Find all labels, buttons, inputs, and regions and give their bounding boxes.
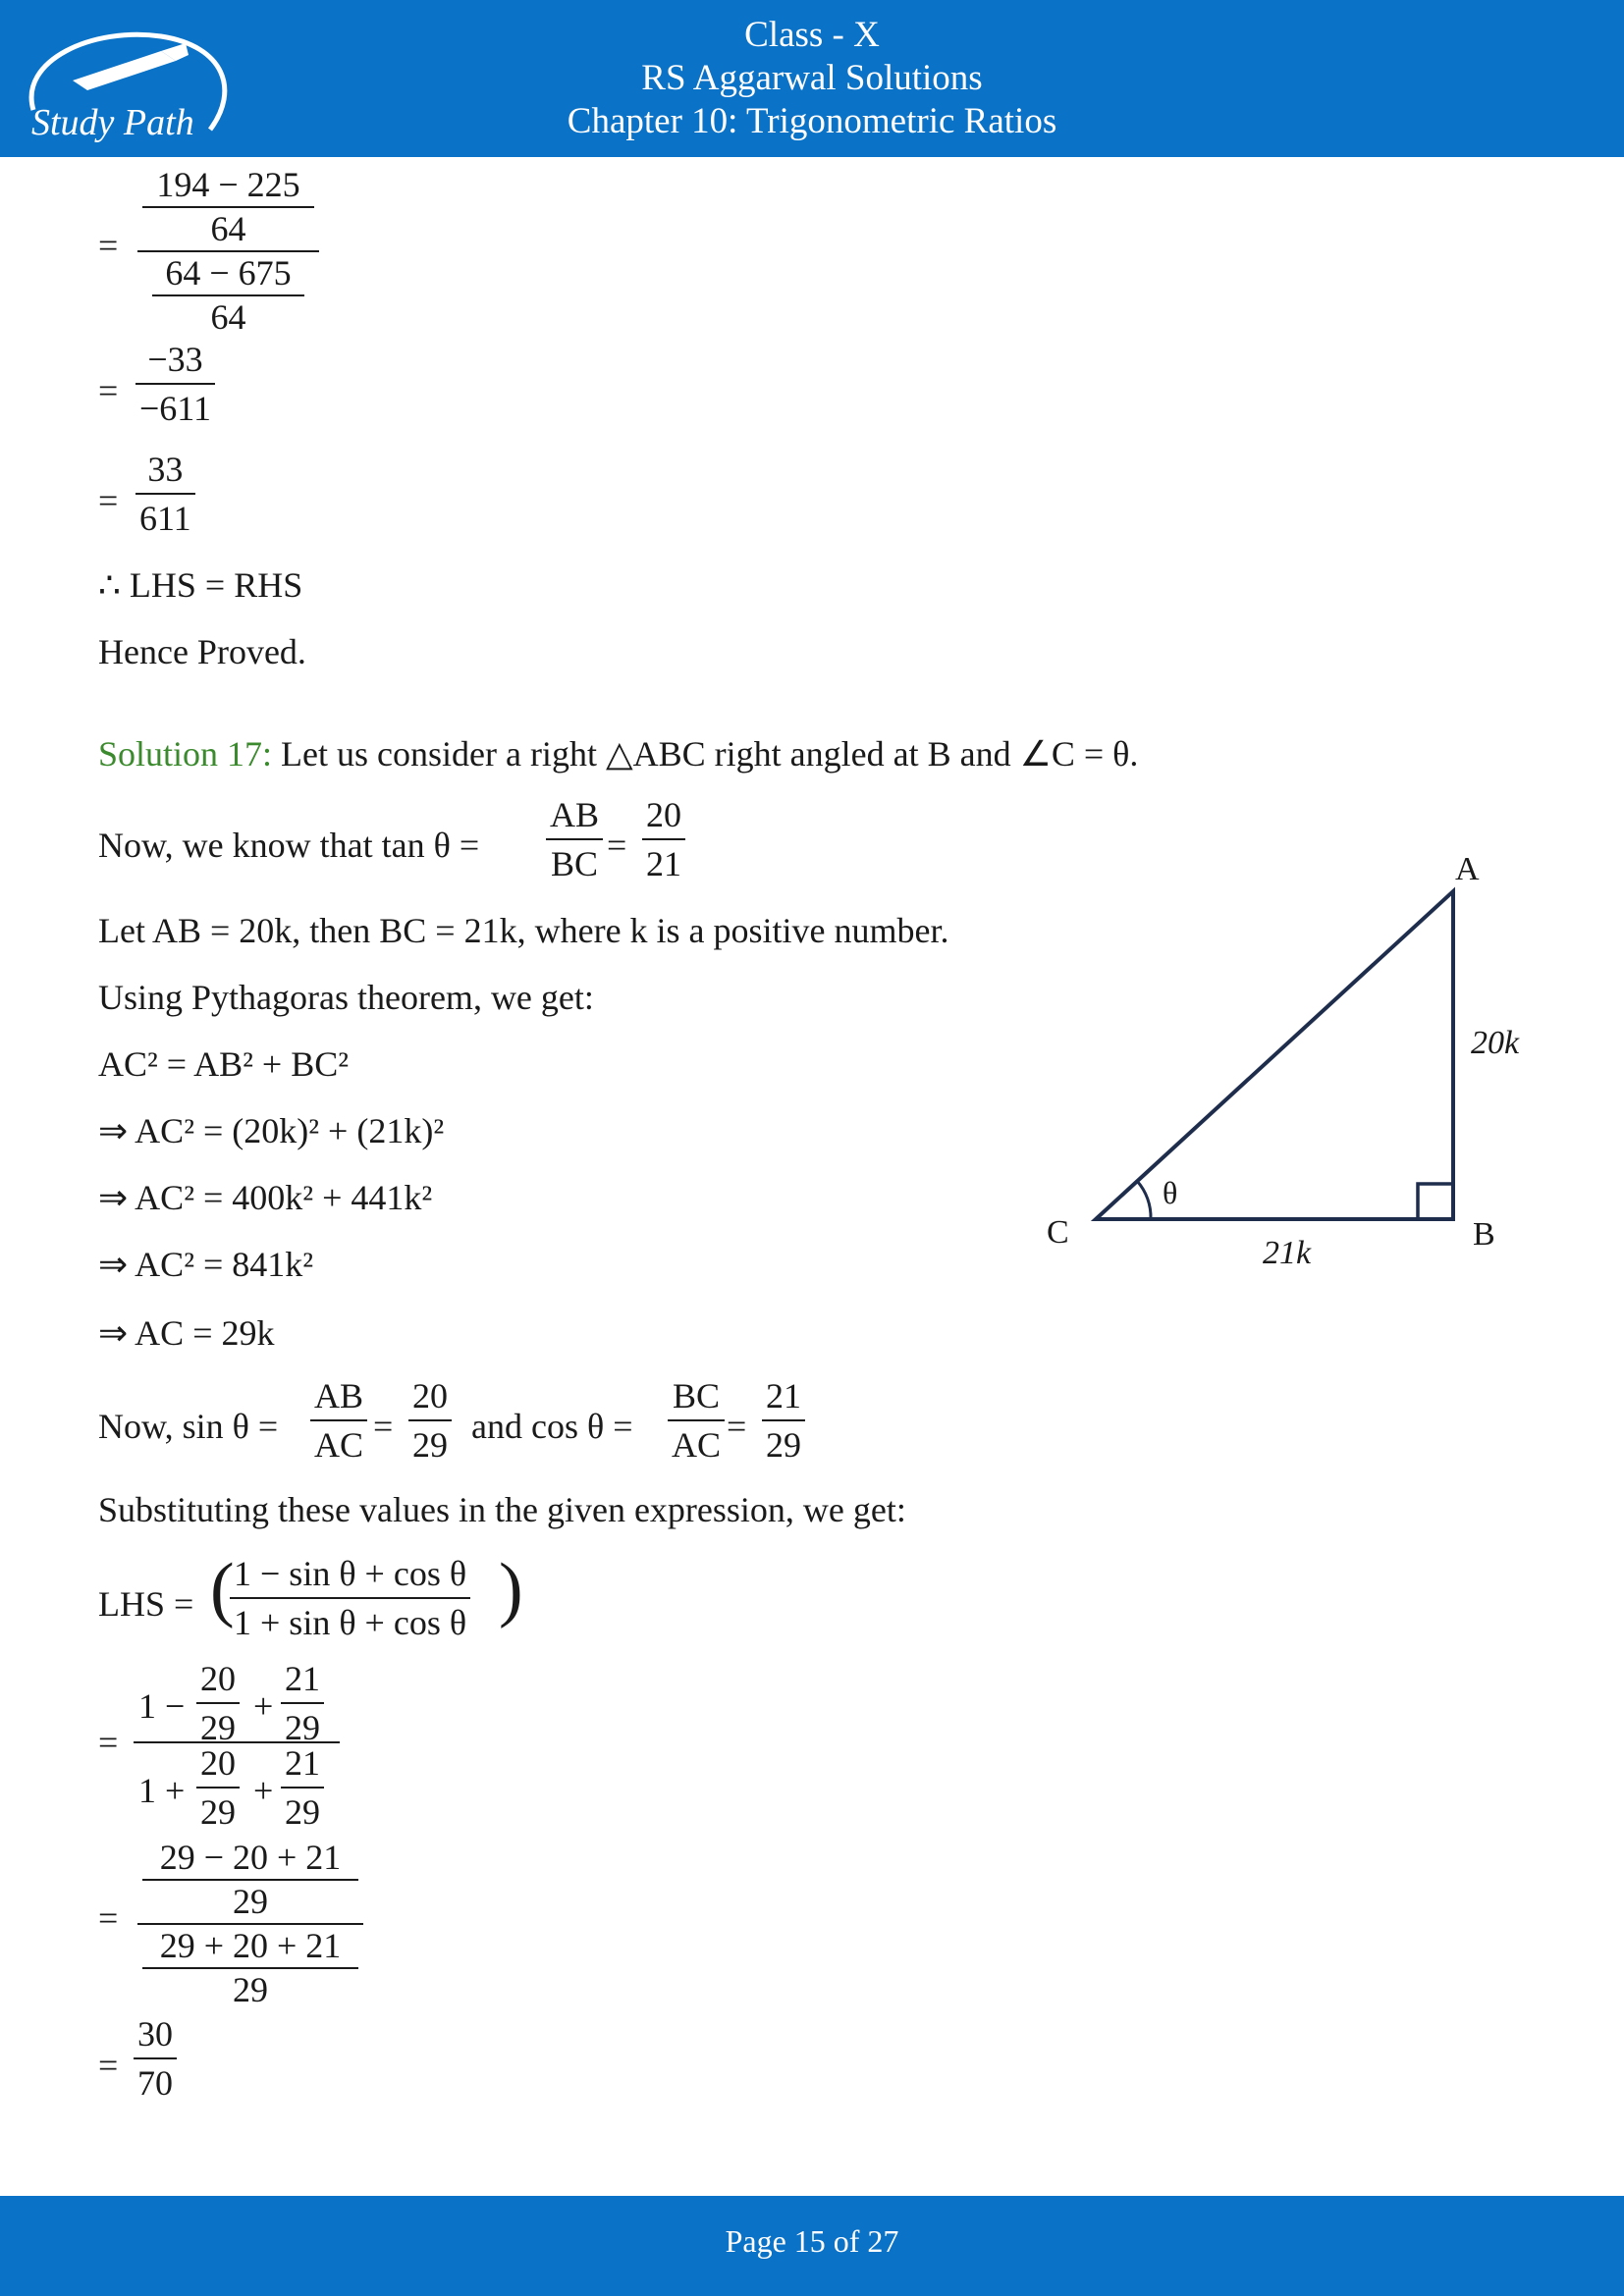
fraction-denominator: 29 [281,1702,324,1745]
compound-fraction-1 [137,167,319,335]
lhs-prefix: LHS = [98,1584,194,1624]
fraction-denominator: AC [668,1419,725,1463]
cf1-top-num: 194 − 225 [156,165,300,204]
fraction-denominator: AC [310,1419,367,1463]
c2-bot-den: 29 [233,1970,268,2009]
fraction-numerator: 20 [412,1376,448,1415]
fraction-denominator: 21 [642,838,685,881]
pythagoras-line: Using Pythagoras theorem, we get: [98,978,594,1017]
fraction-denominator: −611 [135,383,215,426]
equals-c2: = [98,1898,119,1938]
fraction-denominator: 1 + sin θ + cos θ [230,1597,470,1640]
c2-top-num: 29 − 20 + 21 [159,1838,342,1877]
equation-3: ⇒ AC² = 400k² + 441k² [98,1178,433,1217]
hence-proved: Hence Proved. [98,632,306,671]
equation-2: ⇒ AC² = (20k)² + (21k)² [98,1111,445,1150]
c1-num-text: 1 − [138,1686,186,1726]
fraction-denominator: 29 [196,1787,240,1830]
right-angle-marker [1418,1184,1453,1219]
complex-fraction-2 [137,1840,363,2007]
vertex-c-label: C [1047,1214,1069,1251]
equals-c3: = [98,2046,119,2085]
fraction-neg33-neg611 [135,342,215,426]
side-ab-label: 20k [1471,1025,1520,1061]
equation-5: ⇒ AC = 29k [98,1313,275,1353]
fraction-denominator: 29 [408,1419,452,1463]
equals-c1: = [98,1723,119,1762]
c1-den-text: 1 + [138,1771,186,1810]
equals-3: = [98,481,119,520]
fraction-numerator: 1 − sin θ + cos θ [234,1554,467,1593]
side-bc-label: 21k [1263,1235,1312,1271]
svg-text:Study Path: Study Path [31,102,194,143]
fraction-numerator: 20 [646,795,681,834]
fraction-denominator: 29 [281,1787,324,1830]
fraction-20-29 [408,1378,452,1463]
fraction-numerator: AB [314,1376,364,1415]
right-paren: ) [499,1549,523,1629]
triangle-abc [1096,891,1453,1219]
c2-main-bar [137,1923,363,1925]
header-class: Class - X [744,15,880,55]
cf1-main-bar [137,250,319,252]
solution-label: Solution 17: [98,734,273,774]
and-cos-text: and cos θ = [471,1407,633,1446]
fraction-denominator: 70 [134,2057,177,2101]
page-footer [0,2196,1624,2296]
triangle-diagram [1031,844,1561,1306]
header-chapter: Chapter 10: Trigonometric Ratios [567,101,1057,141]
fraction-numerator: 21 [766,1376,801,1415]
c2-top-den: 29 [233,1882,268,1921]
fraction-20-21 [642,797,685,881]
fraction-numerator: 21 [285,1659,320,1698]
fraction-denominator: BC [546,838,603,881]
fraction-30-70 [134,2016,177,2101]
vertex-a-label: A [1455,851,1480,887]
solution-intro: Let us consider a right △ABC right angled at B and ∠C = θ. [281,734,1139,774]
fraction-numerator: −33 [147,340,203,379]
fraction-denominator: 29 [762,1419,805,1463]
fraction-ab-bc [546,797,603,881]
therefore-line: ∴ LHS = RHS [98,565,303,605]
fraction-numerator: 30 [137,2014,173,2054]
c1-den-frac2 [281,1745,324,1830]
theta-label: θ [1163,1175,1178,1210]
page-number: Page 15 of 27 [725,2223,899,2259]
vertex-b-label: B [1473,1216,1495,1253]
c1-numerator [134,1659,340,1747]
c1-den-frac1 [196,1745,240,1830]
c1-num-frac1 [196,1661,240,1745]
c1-den-plus: + [253,1771,274,1810]
fraction-numerator: 33 [147,450,184,489]
cf1-bot-num: 64 − 675 [165,253,292,293]
tan-equals: = [607,826,627,865]
tan-prefix: Now, we know that tan θ = [98,826,480,865]
fraction-bc-ac [668,1378,725,1463]
fraction-numerator: 20 [200,1743,236,1783]
left-paren: ( [210,1549,235,1629]
let-line: Let AB = 20k, then BC = 21k, where k is a positive number. [98,911,949,950]
fraction-numerator: 21 [285,1743,320,1783]
fraction-numerator: BC [672,1376,721,1415]
cos-equals: = [727,1407,747,1446]
fraction-21-29 [762,1378,805,1463]
sin-equals: = [373,1407,394,1446]
fraction-numerator: 20 [200,1659,236,1698]
fraction-numerator: AB [550,795,600,834]
solution-heading [98,736,1138,772]
equals-1: = [98,226,119,265]
cf1-bot-den: 64 [210,297,246,337]
fraction-denominator: 611 [135,493,195,536]
angle-arc [1137,1181,1151,1219]
fraction-denominator: 29 [196,1702,240,1745]
c1-denominator [134,1743,340,1832]
substituting-line: Substituting these values in the given expression, we get: [98,1490,906,1529]
equation-1: AC² = AB² + BC² [98,1044,350,1084]
cf1-top-den: 64 [210,209,246,248]
sin-prefix: Now, sin θ = [98,1407,279,1446]
fraction-33-611 [135,452,195,536]
c1-num-plus: + [253,1686,274,1726]
c2-bot-num: 29 + 20 + 21 [159,1926,342,1965]
equation-4: ⇒ AC² = 841k² [98,1245,314,1284]
lhs-fraction [230,1556,470,1640]
equals-2: = [98,371,119,410]
header-book: RS Aggarwal Solutions [641,58,983,98]
complex-fraction-1 [134,1659,340,1832]
fraction-ab-ac [310,1378,367,1463]
c1-num-frac2 [281,1661,324,1745]
